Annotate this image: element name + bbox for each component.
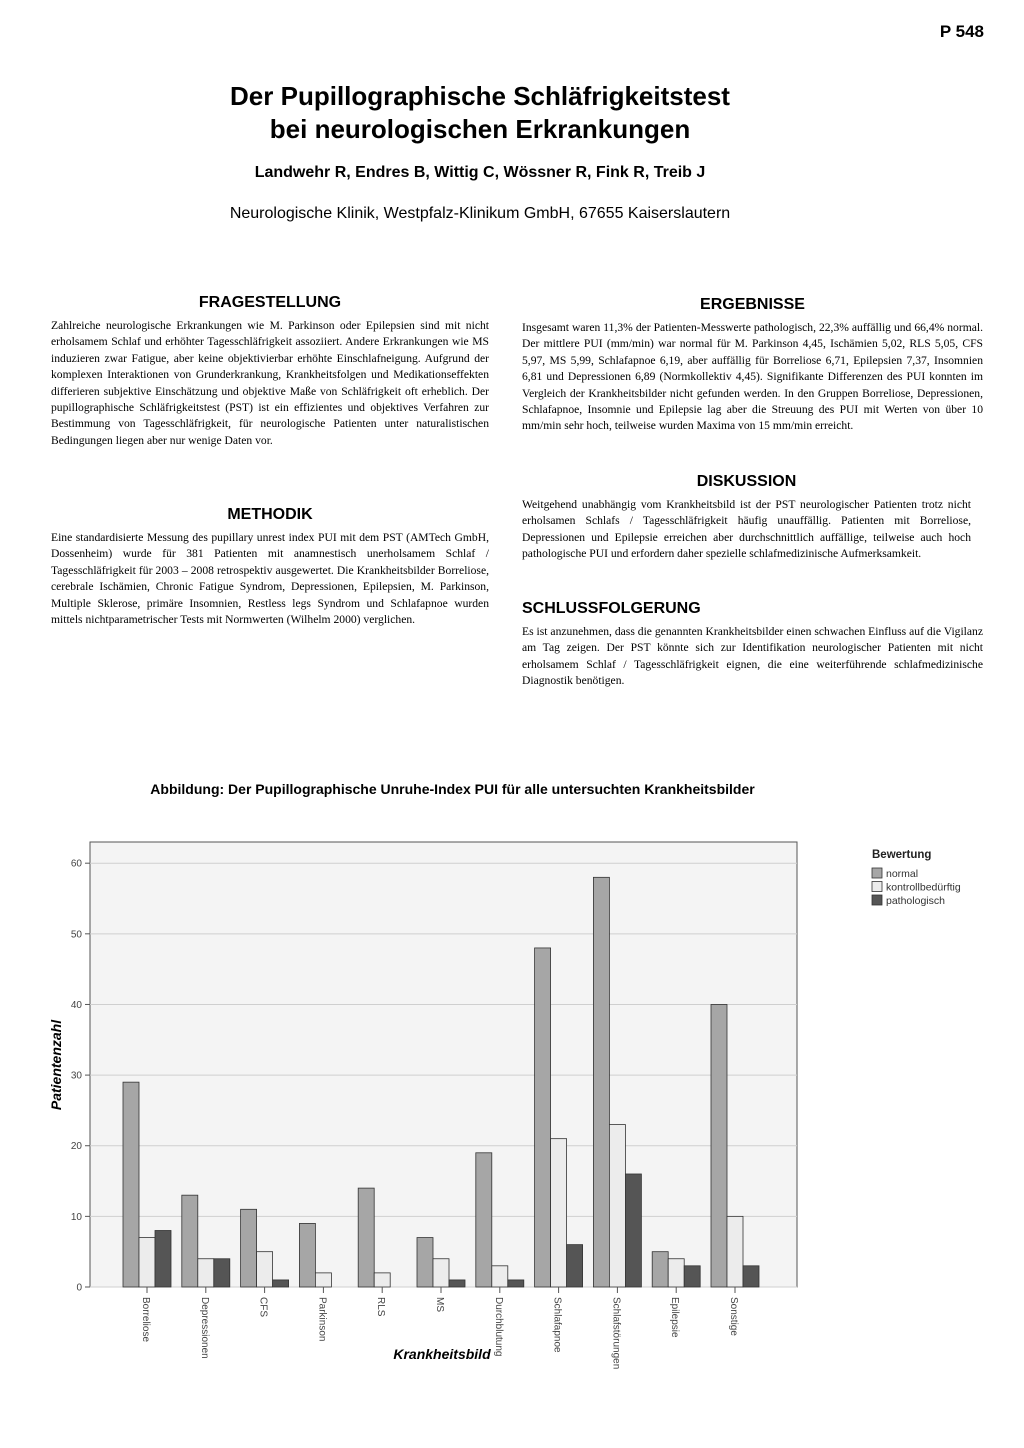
bar-normal-depressionen: [182, 1195, 198, 1287]
x-tick-label: Schlafstörungen: [610, 1297, 622, 1370]
poster-title: [0, 80, 960, 146]
bar-pathologisch-sonstige: [743, 1266, 759, 1287]
heading-ergebnisse: ERGEBNISSE: [700, 296, 805, 313]
bar-kontrollbedürftig-parkinson: [315, 1273, 331, 1287]
heading-schlussfolgerung: SCHLUSSFOLGERUNG: [522, 600, 701, 617]
y-tick-label: 60: [70, 858, 82, 870]
bar-pathologisch-borreliose: [155, 1230, 171, 1287]
bar-pathologisch-depressionen: [214, 1259, 230, 1287]
authors: Landwehr R, Endres B, Wittig C, Wössner R, Fink R, Treib J: [254, 164, 706, 181]
bar-pathologisch-cfs: [273, 1280, 289, 1287]
bar-normal-parkinson: [299, 1223, 315, 1287]
figure-caption: Abbildung: Der Pupillographische Unruhe-Index PUI für alle untersuchten Krankheitsbilder: [150, 781, 755, 797]
legend: [872, 849, 961, 907]
heading-diskussion: DISKUSSION: [696, 473, 797, 490]
section-ergebnisse: [522, 296, 983, 435]
bar-normal-borreliose: [123, 1082, 139, 1287]
bar-normal-cfs: [241, 1209, 257, 1287]
x-tick-label: MS: [434, 1297, 445, 1312]
y-tick-label: 50: [70, 929, 82, 941]
legend-swatch-kontrollbedürftig: [872, 882, 882, 892]
x-axis-label: Krankheitsbild: [393, 1346, 491, 1362]
y-tick-label: 20: [70, 1141, 82, 1153]
bar-normal-durchblutung: [476, 1153, 492, 1287]
text-ergebnisse: Insgesamt waren 11,3% der Patienten-Messwerte pathologisch, 22,3% auffällig und 66,4% normal. Der mittlere PUI (mm/min) war normal für M. Parkinson 4,45, Ischämien 5,02, RLS 5,05, CFS 5,97, MS 5,99, Schlafapnoe 6,19, aber auffällig für Borreliose 6,71, Epilepsien 7,37, Insomnien 6,81 und Depressionen 6,89 (Normkollektiv 4,45). Signifikante Differenzen des PUI konnten im Vergleich der Krankheitsbilder nicht gefunden werden. In den Gruppen Borreliose, Depressionen, Schlafapnoe, Insomnie und Epilepsie lag aber die Streuung des PUI mit Werten von über 10 mm/min sehr hoch, teilweise wurden Maxima von 15 mm/min erreicht.: [522, 321, 983, 433]
y-axis-label: Patientenzahl: [48, 1019, 64, 1111]
poster-number: P 548: [939, 22, 984, 41]
bar-normal-schlafapnoe: [535, 948, 551, 1287]
section-fragestellung: [51, 294, 489, 449]
section-schlussfolgerung: [522, 600, 983, 690]
y-tick-label: 0: [76, 1282, 82, 1294]
bar-pathologisch-durchblutung: [508, 1280, 524, 1287]
title-line-2: bei neurologischen Erkrankungen: [269, 114, 691, 144]
bar-kontrollbedürftig-ms: [433, 1259, 449, 1287]
text-fragestellung: Zahlreiche neurologische Erkrankungen wie M. Parkinson oder Epilepsien sind mit nicht erholsamem Schlaf und erhöhter Tagesschläfrigkeit assoziiert. Andere Erkrankungen wie MS induzieren zwar Fatigue, aber keine objektivierbar erhöhte Einschlafneigung. Aufgrund der komplexen Interaktionen von Grunderkrankung, Krankheitsfolgen und Medikationseffekten differieren subjektive Einschätzung und objektive Maße von Schläfrigkeit oft erheblich. Der pupillographische Schläfrigkeitstest (PST) ist ein effizientes und objektives Verfahren zur Bestimmung von Tagesschläfrigkeit, für neurologische Patienten unter naturalistischen Bedingungen liegen aber nur wenige Daten vor.: [51, 319, 489, 447]
y-tick-label: 10: [70, 1211, 82, 1223]
bar-kontrollbedürftig-borreliose: [139, 1238, 155, 1287]
bar-kontrollbedürftig-rls: [374, 1273, 390, 1287]
heading-fragestellung: FRAGESTELLUNG: [198, 294, 342, 311]
bar-normal-ms: [417, 1238, 433, 1287]
bar-pathologisch-epilepsie: [684, 1266, 700, 1287]
bar-normal-epilepsie: [652, 1252, 668, 1287]
bar-normal-rls: [358, 1188, 374, 1287]
x-tick-label: RLS: [375, 1297, 387, 1317]
affiliation: Neurologische Klinik, Westpfalz-Klinikum GmbH, 67655 Kaiserslautern: [229, 205, 731, 222]
y-tick-label: 30: [70, 1070, 82, 1082]
bar-pathologisch-schlafapnoe: [567, 1245, 583, 1287]
x-tick-label: CFS: [257, 1297, 269, 1317]
bar-kontrollbedürftig-sonstige: [727, 1216, 743, 1287]
legend-label-kontrollbedürftig: kontrollbedürftig: [886, 881, 961, 894]
x-tick-label: Epilepsie: [669, 1297, 681, 1338]
bar-normal-schlafstörungen: [593, 877, 609, 1287]
y-axis-ticks: [71, 859, 90, 1294]
bar-pathologisch-schlafstörungen: [625, 1174, 641, 1287]
legend-swatch-pathologisch: [872, 895, 882, 905]
bar-kontrollbedürftig-durchblutung: [492, 1266, 508, 1287]
x-tick-label: Durchblutung: [492, 1297, 504, 1357]
bar-kontrollbedürftig-depressionen: [198, 1259, 214, 1287]
heading-methodik: METHODIK: [227, 506, 313, 523]
bar-kontrollbedürftig-cfs: [257, 1252, 273, 1287]
legend-title: Bewertung: [872, 849, 932, 861]
text-methodik: Eine standardisierte Messung des pupillary unrest index PUI mit dem PST (AMTech GmbH, Dossenheim) wurde für 381 Patienten mit anamnestisch unerholsamem Schlaf / Tagesschläfrigkeit für 2003 – 2008 retrospektiv ausgewertet. Die Krankheitsbilder Borreliose, cerebrale Ischämien, Chronic Fatigue Syndrom, Depressionen, Epilepsien, M. Parkinson, Multiple Sklerose, primäre Insomnien, Restless legs Syndrom und Schlafapnoe wurden mittels nichtparametrischer Tests mit Normwerten (Wilhelm 2000) verglichen.: [51, 531, 489, 627]
bar-chart: [40, 835, 970, 1375]
legend-label-pathologisch: pathologisch: [886, 895, 945, 907]
text-schlussfolgerung: Es ist anzunehmen, dass die genannten Krankheitsbilder einen schwachen Einfluss auf die Vigilanz am Tag zeigen. Der PST könnte sich zur Identifikation neurologischer Patienten mit nicht erholsamem Schlaf / Tagesschläfrigkeit eignen, die eine weiterführende schlafmedizinische Diagnostik benötigen.: [522, 625, 983, 688]
section-methodik: [51, 506, 489, 628]
title-line-1: Der Pupillographische Schläfrigkeitstest: [230, 81, 730, 111]
text-diskussion: Weitgehend unabhängig vom Krankheitsbild ist der PST neurologischer Patienten trotz nicht erholsamen Schlafs / Tagesschläfrigkeit häufig unauffällig. Patienten mit Borreliose, Depressionen und Epilepsie erreichen aber durchschnittlich auffällige, teilweise auch hoch pathologische PUI und erfordern daher spezielle schlafmedizinische Aufmerksamkeit.: [522, 498, 971, 561]
x-tick-label: Parkinson: [316, 1297, 328, 1342]
x-tick-label: Schlafapnoe: [551, 1297, 563, 1353]
x-tick-label: Sonstige: [728, 1297, 739, 1336]
legend-swatch-normal: [872, 868, 882, 878]
section-diskussion: [522, 473, 971, 563]
bar-pathologisch-ms: [449, 1280, 465, 1287]
bar-kontrollbedürftig-schlafstörungen: [609, 1125, 625, 1287]
bar-kontrollbedürftig-schlafapnoe: [551, 1139, 567, 1287]
y-tick-label: 40: [70, 999, 82, 1011]
bar-kontrollbedürftig-epilepsie: [668, 1259, 684, 1287]
x-tick-label: Depressionen: [198, 1297, 210, 1359]
legend-label-normal: normal: [886, 868, 919, 880]
bar-normal-sonstige: [711, 1004, 727, 1287]
x-tick-label: Borreliose: [140, 1297, 151, 1343]
